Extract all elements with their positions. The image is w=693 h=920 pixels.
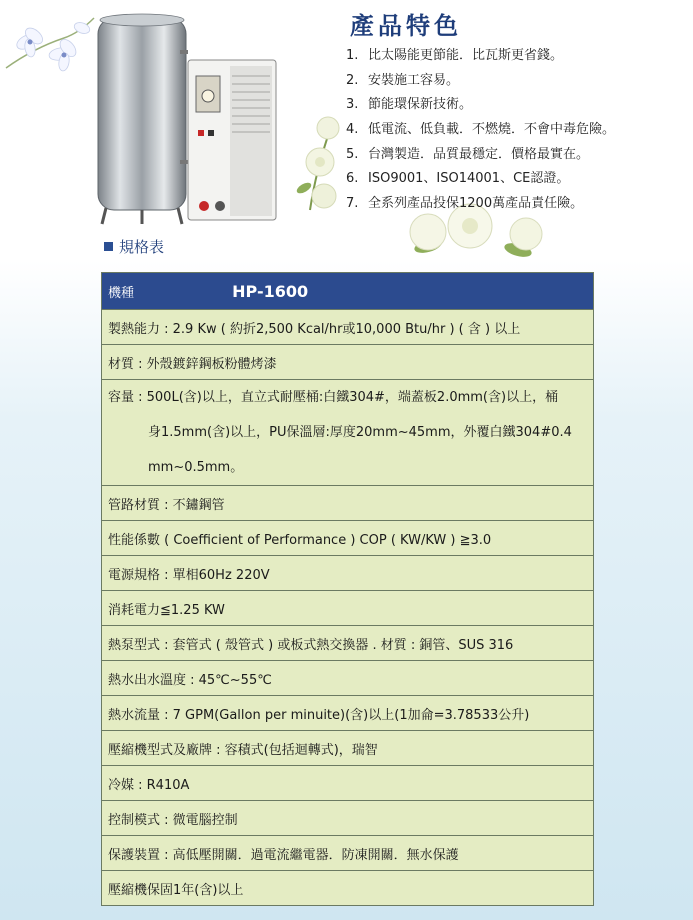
feature-item: 2. 安裝施工容易。 bbox=[346, 72, 460, 88]
spec-cell: 熱水出水溫度 : 45℃~55℃ bbox=[102, 661, 594, 696]
table-row bbox=[102, 591, 594, 626]
model-value: HP-1600 bbox=[232, 281, 309, 301]
spec-cell: 消耗電力≦1.25 KW bbox=[102, 591, 594, 626]
capacity-line: 身1.5mm(含)以上，PU保溫層:厚度20mm~45mm，外覆白鐵304#0.4 bbox=[148, 425, 572, 440]
table-row bbox=[102, 486, 594, 521]
feature-item: 6. ISO9001、ISO14001、CE認證。 bbox=[346, 171, 570, 187]
feature-item: 4. 低電流、低負載．不燃燒．不會中毒危險。 bbox=[346, 122, 616, 138]
spec-cell: 管路材質 : 不鏽鋼管 bbox=[102, 486, 594, 521]
spec-cell: 保護裝置 : 高低壓開關．過電流繼電器．防凍開關．無水保護 bbox=[102, 836, 594, 871]
spec-table bbox=[101, 272, 594, 906]
table-row bbox=[102, 556, 594, 591]
table-row bbox=[102, 380, 594, 486]
feature-item: 5. 台灣製造．品質最穩定．價格最實在。 bbox=[346, 146, 590, 162]
water-tank-image bbox=[94, 10, 190, 226]
spec-cell: 材質 : 外殼鍍鋅鋼板粉體烤漆 bbox=[102, 345, 594, 380]
heat-pump-unit-image bbox=[186, 56, 280, 226]
features-list bbox=[346, 44, 615, 217]
table-row bbox=[102, 696, 594, 731]
table-row bbox=[102, 731, 594, 766]
spec-cell: 熱泵型式 : 套管式 ( 殼管式 ) 或板式熱交換器 . 材質 : 銅管、SUS 316 bbox=[102, 626, 594, 661]
model-label: 機種 bbox=[108, 285, 135, 301]
spec-heading-label: 規格表 bbox=[119, 238, 165, 256]
white-roses-image bbox=[290, 110, 350, 220]
table-row bbox=[102, 871, 594, 906]
spec-cell: 控制模式 : 微電腦控制 bbox=[102, 801, 594, 836]
square-bullet-icon bbox=[104, 242, 113, 251]
capacity-line: mm~0.5mm。 bbox=[148, 460, 244, 475]
feature-item: 1. 比太陽能更節能．比瓦斯更省錢。 bbox=[346, 48, 564, 63]
capacity-cell bbox=[102, 380, 594, 486]
spec-cell: 電源規格 : 單相60Hz 220V bbox=[102, 556, 594, 591]
spec-cell: 製熱能力 : 2.9 Kw ( 約折2,500 Kcal/hr或10,000 Btu/hr ) ( 含 ) 以上 bbox=[102, 310, 594, 345]
model-cell bbox=[102, 273, 594, 310]
spec-heading bbox=[104, 236, 164, 257]
table-row bbox=[102, 766, 594, 801]
feature-item: 3. 節能環保新技術。 bbox=[346, 97, 473, 113]
table-row bbox=[102, 661, 594, 696]
table-row bbox=[102, 836, 594, 871]
table-row bbox=[102, 310, 594, 345]
spec-cell: 壓縮機型式及廠牌 : 容積式(包括迴轉式)，瑞智 bbox=[102, 731, 594, 766]
features-title: 產品特色 bbox=[350, 11, 462, 40]
spec-cell: 熱水流量 : 7 GPM(Gallon per minuite)(含)以上(1加侖=3.78533公升) bbox=[102, 696, 594, 731]
spec-cell: 壓縮機保固1年(含)以上 bbox=[102, 871, 594, 906]
table-row bbox=[102, 345, 594, 380]
table-row bbox=[102, 626, 594, 661]
spec-cell: 冷媒 : R410A bbox=[102, 766, 594, 801]
feature-item: 7. 全系列產品投保1200萬產品責任險。 bbox=[346, 196, 584, 212]
capacity-line: 容量 : 500L(含)以上，直立式耐壓桶:白鐵304#，端蓋板2.0mm(含)以上，桶 bbox=[108, 390, 559, 405]
white-flowers-image bbox=[4, 8, 96, 86]
table-row bbox=[102, 801, 594, 836]
spec-cell: 性能係數 ( Coefficient of Performance ) COP ( KW/KW ) ≧3.0 bbox=[102, 521, 594, 556]
table-row bbox=[102, 273, 594, 310]
table-row bbox=[102, 521, 594, 556]
